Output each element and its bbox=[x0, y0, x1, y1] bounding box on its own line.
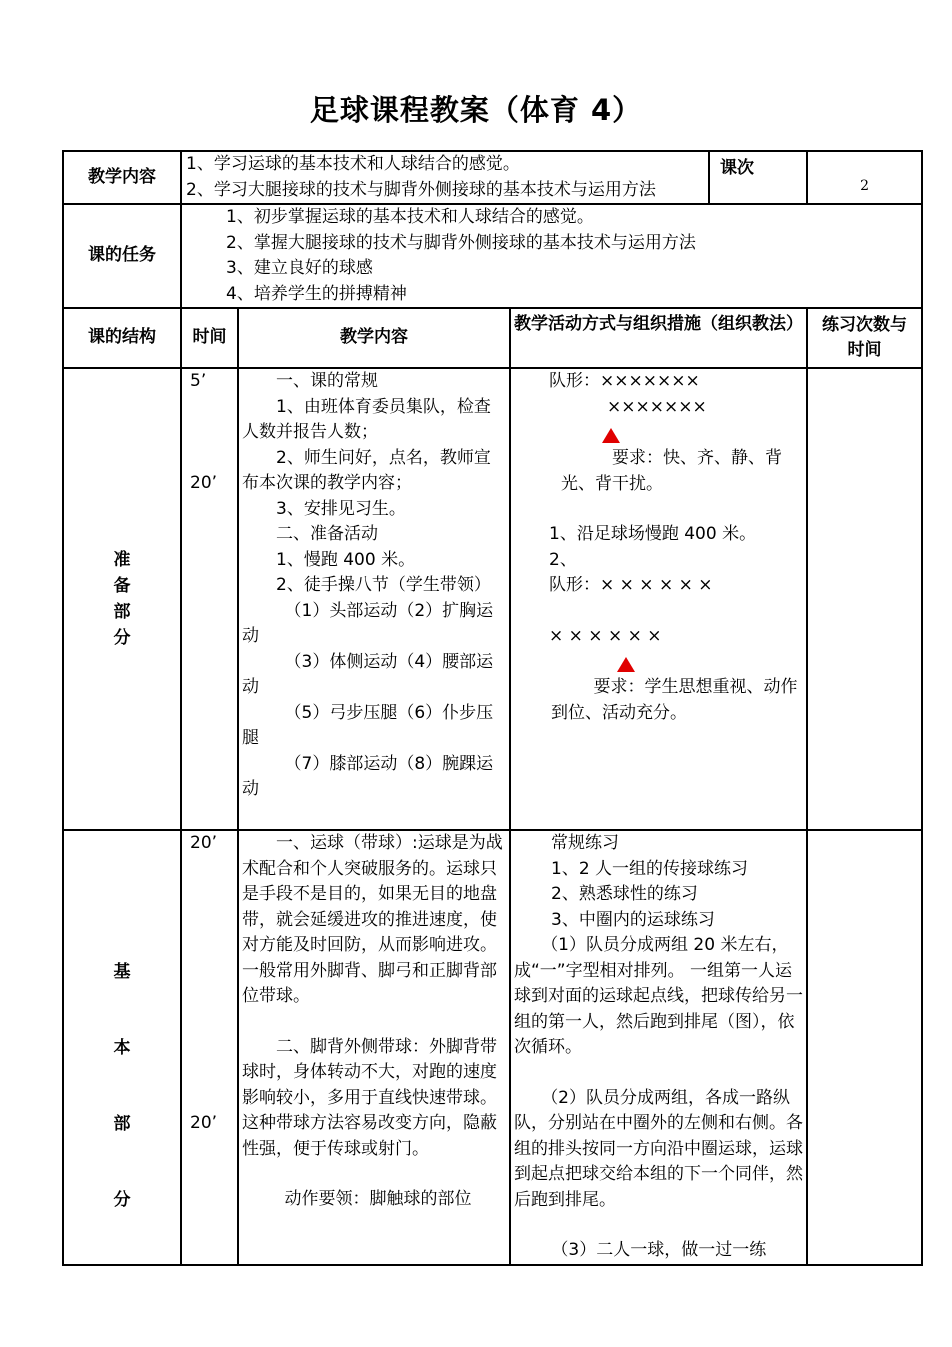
col-methods: 教学活动方式与组织措施（组织教法） bbox=[510, 308, 807, 368]
formation-row: 队形：××××××× bbox=[549, 371, 700, 391]
content-row bbox=[63, 151, 922, 204]
prep-methods bbox=[510, 368, 807, 830]
basic-row bbox=[63, 830, 922, 1265]
col-structure: 课的结构 bbox=[63, 308, 181, 368]
column-header-row bbox=[63, 308, 922, 368]
basic-practice bbox=[807, 830, 922, 1265]
task-cell bbox=[181, 204, 922, 308]
time-value: 20’ bbox=[190, 472, 218, 493]
lesson-plan-table bbox=[62, 150, 923, 1266]
page-title: 足球课程教案（体育 4） bbox=[309, 93, 643, 127]
basic-methods: 常规练习 1、2 人一组的传接球练习 2、熟悉球性的练习 3、中圈内的运球练习 （1）队员分成两组 20 米左右，成“一”字型相对排列。 一组第一人运球到对面的运球起点线，把球传给另一组的第一人，然后跑到排尾（图），依次循环。 （2）队员分成两组，各成一路纵队，分别站在中圈外的左侧和右侧。各组的排头按同一方向沿中圈运球，运球到起点把球交给本组的下一个同伴，然后跑到排尾。 （3）二人一球，做一过一练 bbox=[510, 830, 807, 1265]
col-time: 时间 bbox=[181, 308, 238, 368]
content-cell bbox=[181, 151, 807, 204]
formation-row: × × × × × × bbox=[549, 625, 662, 646]
teacher-marker-icon bbox=[617, 657, 635, 672]
time-value: 20’ bbox=[190, 1112, 218, 1133]
task-line: 4、培养学生的拼搏精神 bbox=[226, 283, 407, 304]
drill-item: 1、沿足球场慢跑 400 米。 bbox=[549, 524, 757, 544]
basic-content: 一、运球（带球）:运球是为战术配合和个人突破服务的。运球只是手段不是目的，如果无目的地盘带，就会延缓进攻的推进速度，使对方能及时回防，从而影响进攻。一般常用外脚背、脚弓和正脚背部位带球。 二、脚背外侧带球：外脚背带球时，身体转动不大，对跑的速度影响较小，多用于直线快速带球。这种带球方法容易改变方向，隐蔽性强，便于传球或射门。 动作要领：脚触球的部位 bbox=[238, 830, 510, 1265]
col-practice: 练习次数与时间 bbox=[807, 308, 922, 368]
requirement: 要求：学生思想重视、动作到位、活动充分。 bbox=[551, 677, 798, 723]
content-line: 2、学习大腿接球的技术与脚背外侧接球的基本技术与运用方法 bbox=[186, 179, 656, 200]
task-line: 2、掌握大腿接球的技术与脚背外侧接球的基本技术与运用方法 bbox=[226, 232, 696, 253]
time-value: 20’ bbox=[190, 833, 218, 853]
col-content: 教学内容 bbox=[238, 308, 510, 368]
task-line: 3、建立良好的球感 bbox=[226, 258, 373, 278]
task-line: 1、初步掌握运球的基本技术和人球结合的感觉。 bbox=[226, 207, 594, 227]
time-value: 5’ bbox=[190, 371, 207, 391]
prep-row bbox=[63, 368, 922, 830]
formation-row: 队形：× × × × × × bbox=[549, 575, 713, 595]
basic-times bbox=[181, 830, 238, 1265]
drill-item: 2、 bbox=[549, 549, 577, 570]
basic-section-label: 基 本 部 分 bbox=[63, 830, 181, 1265]
teacher-marker-icon bbox=[602, 428, 620, 443]
lesson-no-value: 2 bbox=[807, 151, 922, 204]
task-label: 课的任务 bbox=[63, 204, 181, 308]
prep-section-label: 准 备 部 分 bbox=[63, 368, 181, 830]
task-row bbox=[63, 204, 922, 308]
content-label: 教学内容 bbox=[63, 151, 181, 204]
lesson-no-label: 课次 bbox=[708, 151, 806, 204]
prep-times bbox=[181, 368, 238, 830]
prep-content: 一、课的常规 1、由班体育委员集队，检查人数并报告人数； 2、师生问好，点名，教师宣布本次课的教学内容； 3、安排见习生。 二、准备活动 1、慢跑 400 米。 2、徒手操八节（学生带领） （1）头部运动（2）扩胸运动 （3）体侧运动（4）腰部运动 （5）弓步压腿（6）仆步压腿 （7）膝部运动（8）腕踝运动 bbox=[238, 368, 510, 830]
content-line: 1、学习运球的基本技术和人球结合的感觉。 bbox=[186, 154, 520, 174]
prep-practice bbox=[807, 368, 922, 830]
formation-row: ××××××× bbox=[607, 396, 707, 417]
requirement: 要求：快、齐、静、背光、背干扰。 bbox=[561, 448, 782, 494]
